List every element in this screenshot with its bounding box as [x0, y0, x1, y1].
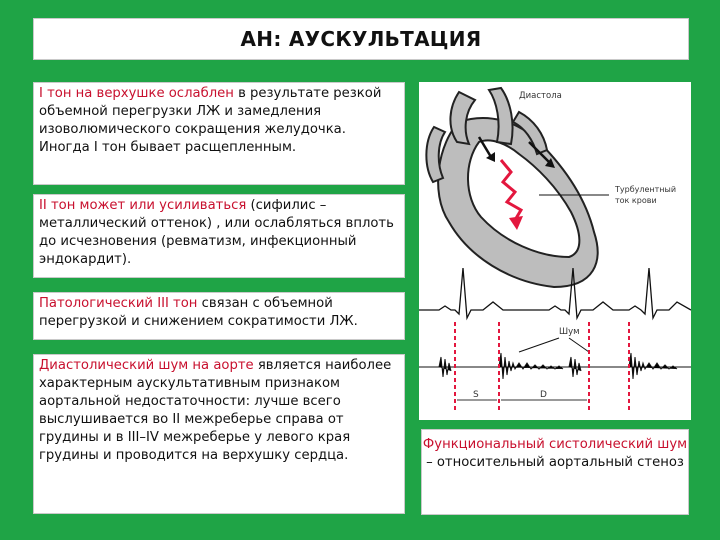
card-text: в результате резкой объемной перегрузки ЛЖ и замедления изоволюмического сокращения желудочка. Иногда I тон бывает расщепленным. — [39, 86, 382, 155]
card-highlight: I тон на верхушке ослаблен — [39, 86, 234, 101]
card-second-tone — [33, 194, 405, 278]
card-text: является наиболее характерным аускультативным признаком аортальной недостаточности: лучше всего выслушивается во II межреберье справа от грудины и в III–IV межреберье у левого края грудины и проводится на верхушку сердца. — [39, 358, 392, 463]
title-box — [33, 18, 689, 60]
page-title: АН: АУСКУЛЬТАЦИЯ — [240, 27, 482, 51]
phonocardiogram — [419, 353, 691, 379]
turbulent-label: Турбулентный — [615, 185, 677, 194]
card-text: связан с объемной перегрузкой и снижением сократимости ЛЖ. — [39, 296, 358, 329]
diastole-label: Диастола — [519, 91, 562, 101]
card-text: (сифилис – металлический оттенок) , или ослабляться вплоть до исчезновения (ревматизм, инфекционный эндокардит). — [39, 198, 394, 267]
heart-figure — [419, 82, 691, 420]
card-highlight: II тон может или усиливаться — [39, 198, 247, 213]
functional-text: – относительный аортальный стеноз — [426, 455, 684, 470]
murmur-pointer — [519, 338, 559, 352]
heart-illustration — [419, 82, 691, 420]
functional-highlight: Функциональный систолический шум — [422, 437, 688, 452]
card-first-tone — [33, 82, 405, 185]
card-diastolic-murmur — [33, 354, 405, 514]
card-highlight: Диастолический шум на аорте — [39, 358, 254, 373]
functional-murmur-box — [421, 429, 689, 515]
card-third-tone — [33, 292, 405, 340]
s-label: S — [473, 390, 479, 400]
d-label: D — [540, 390, 547, 400]
murmur-pointer — [569, 338, 589, 352]
murmur-label: Шум — [559, 327, 580, 337]
heart-diagram — [426, 88, 597, 287]
turbulent-label: ток крови — [615, 196, 657, 205]
card-highlight: Патологический III тон — [39, 296, 198, 311]
